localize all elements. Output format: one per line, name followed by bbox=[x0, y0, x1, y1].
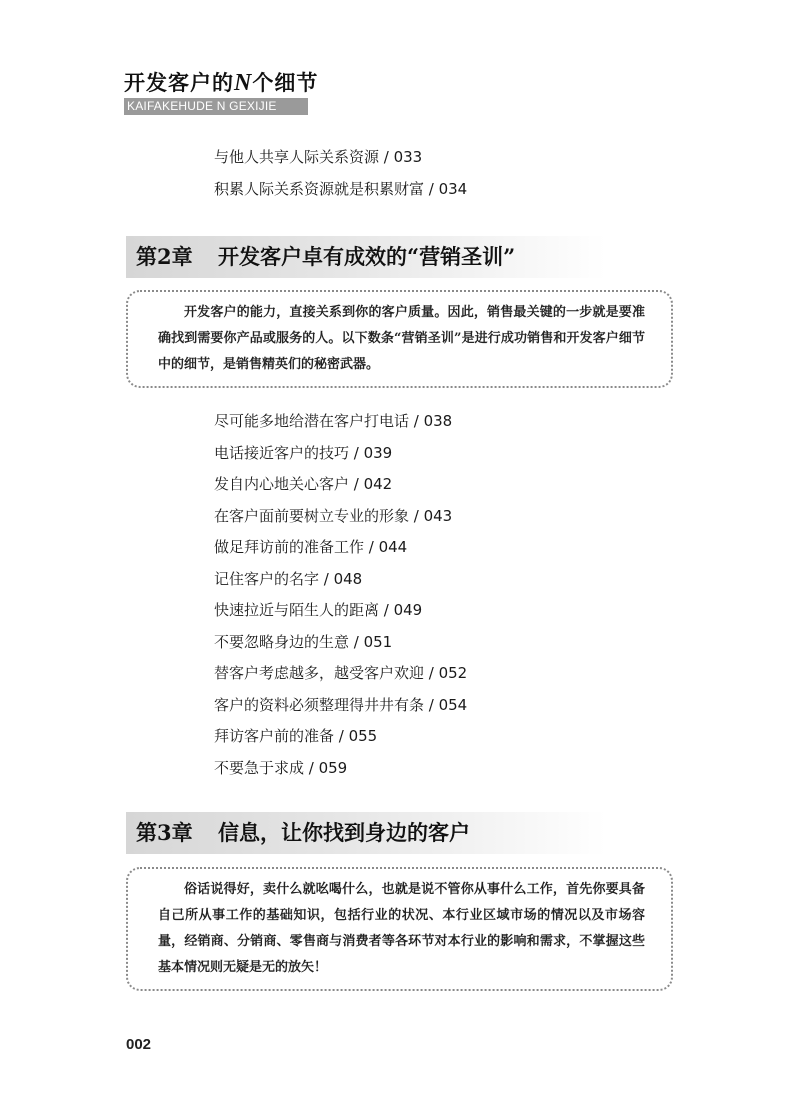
toc-item[interactable]: 与他人共享人际关系资源 / 033 bbox=[214, 148, 423, 166]
toc-item[interactable]: 拜访客户前的准备 / 055 bbox=[214, 727, 378, 745]
toc-list-chapter-2 bbox=[214, 406, 467, 784]
toc-item[interactable]: 积累人际关系资源就是积累财富 / 034 bbox=[214, 179, 468, 198]
book-title bbox=[124, 70, 318, 96]
toc-item[interactable]: 不要急于求成 / 059 bbox=[214, 758, 348, 777]
toc-item[interactable]: 客户的资料必须整理得井井有条 / 054 bbox=[214, 695, 468, 714]
book-title-part1: 开发客户的 bbox=[124, 70, 234, 95]
toc-item[interactable]: 快速拉近与陌生人的距离 / 049 bbox=[214, 601, 423, 619]
toc-item[interactable]: 在客户面前要树立专业的形象 / 043 bbox=[214, 506, 453, 525]
toc-item[interactable]: 做足拜访前的准备工作 / 044 bbox=[214, 538, 408, 556]
toc-item[interactable]: 发自内心地关心客户 / 042 bbox=[214, 475, 393, 493]
chapter-3-heading bbox=[126, 812, 606, 854]
toc-item[interactable]: 不要忽略身边的生意 / 051 bbox=[214, 632, 393, 651]
book-title-n: N bbox=[234, 70, 253, 96]
chapter-2-intro-box bbox=[126, 290, 673, 388]
running-header bbox=[124, 70, 318, 115]
chapter-title: 信息，让你找到身边的客户 bbox=[218, 820, 470, 845]
toc-item[interactable]: 记住客户的名字 / 048 bbox=[214, 569, 363, 588]
toc-list-top bbox=[214, 142, 467, 205]
book-title-part2: 个细节 bbox=[252, 70, 319, 95]
chapter-2-heading bbox=[126, 236, 606, 278]
toc-item[interactable]: 电话接近客户的技巧 / 039 bbox=[214, 443, 393, 462]
toc-item[interactable]: 尽可能多地给潜在客户打电话 / 038 bbox=[214, 412, 453, 430]
chapter-intro-text: 开发客户的能力，直接关系到你的客户质量。因此，销售最关键的一步就是要准确找到需要你产品或服务的人。以下数条“营销圣训”是进行成功销售和开发客户细节中的细节，是销售精英们的秘密武器。 bbox=[158, 305, 645, 372]
pinyin-subtitle: KAIFAKEHUDE N GEXIJIE bbox=[124, 98, 308, 115]
toc-item[interactable]: 替客户考虑越多，越受客户欢迎 / 052 bbox=[214, 664, 468, 682]
page-number: 002 bbox=[126, 1036, 152, 1053]
chapter-intro-text: 俗话说得好，卖什么就吆喝什么，也就是说不管你从事什么工作，首先你要具备自己所从事工作的基础知识，包括行业的状况、本行业区域市场的情况以及市场容量，经销商、分销商、零售商与消费者等各环节对本行业的影响和需求，不掌握这些基本情况则无疑是无的放矢！ bbox=[158, 882, 645, 975]
chapter-title: 开发客户卓有成效的“营销圣训” bbox=[218, 244, 516, 269]
chapter-number: 第2章 bbox=[136, 244, 193, 269]
chapter-number: 第3章 bbox=[136, 820, 193, 845]
chapter-3-intro-box bbox=[126, 867, 673, 991]
